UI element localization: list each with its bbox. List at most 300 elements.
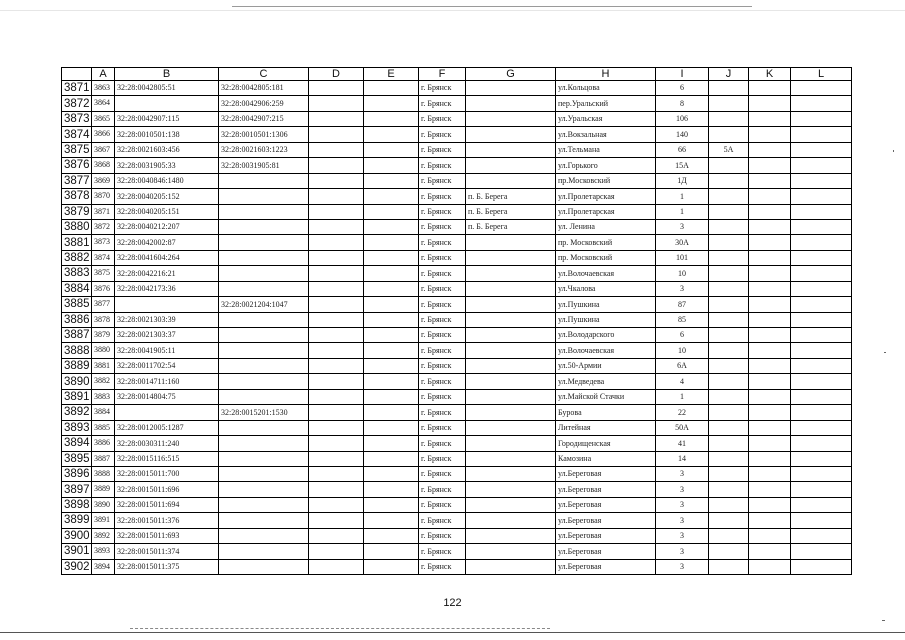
cell-c xyxy=(219,544,309,559)
cell-h: ул.Береговая xyxy=(556,544,656,559)
cell-j xyxy=(709,173,749,188)
cell-h: ул.Береговая xyxy=(556,528,656,543)
cell-l xyxy=(791,189,852,204)
column-header-g: G xyxy=(466,68,556,81)
cell-f: г. Брянск xyxy=(419,266,466,281)
cell-a: 3887 xyxy=(92,451,115,466)
cell-b: 32:28:0042216:21 xyxy=(115,266,219,281)
cell-e xyxy=(364,297,419,312)
row-number: 3888 xyxy=(62,343,92,358)
cell-d xyxy=(309,358,364,373)
cell-h: ул.Уральская xyxy=(556,111,656,126)
cell-l xyxy=(791,389,852,404)
cell-g xyxy=(466,420,556,435)
cell-a: 3891 xyxy=(92,513,115,528)
cell-e xyxy=(364,374,419,389)
cell-l xyxy=(791,374,852,389)
cell-c: 32:28:0010501:1306 xyxy=(219,127,309,142)
cell-d xyxy=(309,559,364,574)
cell-c xyxy=(219,374,309,389)
table-row xyxy=(62,420,852,435)
cell-h: ул.Кольцова xyxy=(556,81,656,96)
table-row xyxy=(62,235,852,250)
cell-b xyxy=(115,405,219,420)
cell-g xyxy=(466,127,556,142)
cell-i: 3 xyxy=(656,219,709,234)
cell-a: 3888 xyxy=(92,466,115,481)
cell-i: 6А xyxy=(656,358,709,373)
row-number: 3879 xyxy=(62,204,92,219)
cell-b: 32:28:0040205:151 xyxy=(115,204,219,219)
cell-c: 32:28:0042906:259 xyxy=(219,96,309,111)
cell-d xyxy=(309,451,364,466)
cell-l xyxy=(791,405,852,420)
cell-i: 15А xyxy=(656,158,709,173)
cell-b: 32:28:0010501:138 xyxy=(115,127,219,142)
cell-f: г. Брянск xyxy=(419,173,466,188)
cell-d xyxy=(309,127,364,142)
cell-k xyxy=(749,436,791,451)
cell-f: г. Брянск xyxy=(419,358,466,373)
cell-g xyxy=(466,281,556,296)
cell-e xyxy=(364,343,419,358)
cell-i: 3 xyxy=(656,281,709,296)
cell-e xyxy=(364,312,419,327)
cell-a: 3867 xyxy=(92,142,115,157)
cell-e xyxy=(364,358,419,373)
cell-h: Литейная xyxy=(556,420,656,435)
cell-e xyxy=(364,559,419,574)
cell-a: 3875 xyxy=(92,266,115,281)
table-row xyxy=(62,389,852,404)
cell-b: 32:28:0021603:456 xyxy=(115,142,219,157)
cell-l xyxy=(791,111,852,126)
cell-l xyxy=(791,281,852,296)
cell-b xyxy=(115,96,219,111)
cell-c xyxy=(219,173,309,188)
cell-i: 22 xyxy=(656,405,709,420)
table-row xyxy=(62,142,852,157)
table-row xyxy=(62,436,852,451)
top-scan-edge xyxy=(232,6,752,7)
row-number: 3892 xyxy=(62,405,92,420)
row-number: 3881 xyxy=(62,235,92,250)
cell-b: 32:28:0015011:376 xyxy=(115,513,219,528)
spreadsheet-table xyxy=(61,67,852,575)
cell-g xyxy=(466,389,556,404)
cell-c xyxy=(219,482,309,497)
cell-l xyxy=(791,142,852,157)
row-number: 3890 xyxy=(62,374,92,389)
cell-e xyxy=(364,420,419,435)
cell-i: 3 xyxy=(656,513,709,528)
cell-d xyxy=(309,389,364,404)
cell-d xyxy=(309,544,364,559)
bottom-scan-edge xyxy=(0,632,905,633)
cell-l xyxy=(791,451,852,466)
cell-c xyxy=(219,204,309,219)
cell-g xyxy=(466,111,556,126)
cell-a: 3865 xyxy=(92,111,115,126)
row-number: 3872 xyxy=(62,96,92,111)
cell-j xyxy=(709,497,749,512)
cell-j xyxy=(709,528,749,543)
table-row xyxy=(62,173,852,188)
page-number: 122 xyxy=(443,597,462,609)
cell-j: 5А xyxy=(709,142,749,157)
cell-j xyxy=(709,328,749,343)
cell-k xyxy=(749,219,791,234)
cell-e xyxy=(364,436,419,451)
table-body xyxy=(62,81,852,575)
cell-i: 10 xyxy=(656,343,709,358)
cell-l xyxy=(791,328,852,343)
cell-a: 3886 xyxy=(92,436,115,451)
cell-i: 10 xyxy=(656,266,709,281)
cell-b: 32:28:0041604:264 xyxy=(115,250,219,265)
cell-b: 32:28:0015011:374 xyxy=(115,544,219,559)
cell-g xyxy=(466,559,556,574)
cell-b: 32:28:0040205:152 xyxy=(115,189,219,204)
cell-j xyxy=(709,127,749,142)
cell-g xyxy=(466,96,556,111)
cell-h: ул.Пролетарская xyxy=(556,189,656,204)
table-row xyxy=(62,297,852,312)
cell-b: 32:28:0015011:693 xyxy=(115,528,219,543)
cell-c: 32:28:0021204:1047 xyxy=(219,297,309,312)
cell-h: ул.Пушкина xyxy=(556,312,656,327)
cell-e xyxy=(364,173,419,188)
cell-f: г. Брянск xyxy=(419,219,466,234)
cell-f: г. Брянск xyxy=(419,497,466,512)
cell-j xyxy=(709,158,749,173)
cell-d xyxy=(309,204,364,219)
cell-c: 32:28:0031905:81 xyxy=(219,158,309,173)
cell-b: 32:28:0042002:87 xyxy=(115,235,219,250)
row-number: 3901 xyxy=(62,544,92,559)
cell-j xyxy=(709,235,749,250)
top-scan-edge-faint xyxy=(0,10,905,11)
cell-j xyxy=(709,81,749,96)
cell-k xyxy=(749,158,791,173)
cell-d xyxy=(309,497,364,512)
cell-e xyxy=(364,544,419,559)
cell-e xyxy=(364,482,419,497)
cell-a: 3869 xyxy=(92,173,115,188)
cell-f: г. Брянск xyxy=(419,158,466,173)
table-row xyxy=(62,250,852,265)
cell-g xyxy=(466,235,556,250)
column-header-h: H xyxy=(556,68,656,81)
cell-c xyxy=(219,389,309,404)
cell-b: 32:28:0011702:54 xyxy=(115,358,219,373)
cell-d xyxy=(309,81,364,96)
cell-h: ул.Майской Стачки xyxy=(556,389,656,404)
cell-e xyxy=(364,250,419,265)
cell-k xyxy=(749,497,791,512)
cell-h: ул.Пушкина xyxy=(556,297,656,312)
cell-i: 3 xyxy=(656,497,709,512)
cell-e xyxy=(364,111,419,126)
cell-g xyxy=(466,544,556,559)
cell-d xyxy=(309,312,364,327)
cell-f: г. Брянск xyxy=(419,436,466,451)
cell-k xyxy=(749,451,791,466)
cell-f: г. Брянск xyxy=(419,343,466,358)
row-number: 3877 xyxy=(62,173,92,188)
cell-f: г. Брянск xyxy=(419,451,466,466)
cell-h: ул.Чкалова xyxy=(556,281,656,296)
cell-h: пер.Уральский xyxy=(556,96,656,111)
row-number: 3878 xyxy=(62,189,92,204)
cell-g xyxy=(466,343,556,358)
row-number: 3889 xyxy=(62,358,92,373)
cell-j xyxy=(709,389,749,404)
cell-b: 32:28:0031905:33 xyxy=(115,158,219,173)
cell-d xyxy=(309,513,364,528)
cell-g xyxy=(466,173,556,188)
row-number: 3884 xyxy=(62,281,92,296)
cell-i: 4 xyxy=(656,374,709,389)
cell-k xyxy=(749,374,791,389)
cell-d xyxy=(309,405,364,420)
cell-k xyxy=(749,173,791,188)
cell-g xyxy=(466,482,556,497)
cell-l xyxy=(791,528,852,543)
cell-j xyxy=(709,204,749,219)
scan-speck xyxy=(893,150,894,152)
cell-a: 3883 xyxy=(92,389,115,404)
cell-d xyxy=(309,466,364,481)
cell-b: 32:28:0012005:1287 xyxy=(115,420,219,435)
row-number: 3883 xyxy=(62,266,92,281)
table-row xyxy=(62,513,852,528)
cell-k xyxy=(749,204,791,219)
cell-b: 32:28:0015011:375 xyxy=(115,559,219,574)
column-header-l: L xyxy=(791,68,852,81)
cell-a: 3873 xyxy=(92,235,115,250)
cell-e xyxy=(364,204,419,219)
cell-h: ул.Горького xyxy=(556,158,656,173)
cell-h: ул.Береговая xyxy=(556,497,656,512)
cell-l xyxy=(791,235,852,250)
cell-d xyxy=(309,436,364,451)
cell-l xyxy=(791,466,852,481)
cell-e xyxy=(364,405,419,420)
table-row xyxy=(62,559,852,574)
cell-c xyxy=(219,420,309,435)
cell-i: 1 xyxy=(656,189,709,204)
cell-b: 32:28:0040212:207 xyxy=(115,219,219,234)
cell-g xyxy=(466,297,556,312)
cell-g xyxy=(466,466,556,481)
cell-k xyxy=(749,81,791,96)
cell-j xyxy=(709,219,749,234)
cell-j xyxy=(709,281,749,296)
cell-g: п. Б. Берега xyxy=(466,219,556,234)
cell-d xyxy=(309,173,364,188)
row-number: 3887 xyxy=(62,328,92,343)
cell-a: 3877 xyxy=(92,297,115,312)
cell-a: 3866 xyxy=(92,127,115,142)
cell-i: 14 xyxy=(656,451,709,466)
cell-f: г. Брянск xyxy=(419,513,466,528)
cell-i: 30А xyxy=(656,235,709,250)
cell-c: 32:28:0042805:181 xyxy=(219,81,309,96)
row-number: 3893 xyxy=(62,420,92,435)
cell-g xyxy=(466,528,556,543)
cell-h: ул. Ленина xyxy=(556,219,656,234)
cell-d xyxy=(309,235,364,250)
cell-c xyxy=(219,436,309,451)
column-header-row xyxy=(62,68,852,81)
cell-b: 32:28:0040846:1480 xyxy=(115,173,219,188)
cell-e xyxy=(364,451,419,466)
cell-k xyxy=(749,466,791,481)
cell-j xyxy=(709,544,749,559)
cell-a: 3882 xyxy=(92,374,115,389)
cell-j xyxy=(709,96,749,111)
cell-l xyxy=(791,219,852,234)
table-row xyxy=(62,81,852,96)
cell-c xyxy=(219,281,309,296)
cell-b xyxy=(115,297,219,312)
row-number: 3875 xyxy=(62,142,92,157)
column-header-d: D xyxy=(309,68,364,81)
cell-a: 3874 xyxy=(92,250,115,265)
table-row xyxy=(62,482,852,497)
cell-j xyxy=(709,312,749,327)
cell-h: ул.Вокзальная xyxy=(556,127,656,142)
cell-d xyxy=(309,250,364,265)
cell-b: 32:28:0014804:75 xyxy=(115,389,219,404)
cell-a: 3884 xyxy=(92,405,115,420)
cell-i: 3 xyxy=(656,544,709,559)
cell-k xyxy=(749,312,791,327)
cell-c xyxy=(219,466,309,481)
cell-h: ул.50-Армии xyxy=(556,358,656,373)
cell-f: г. Брянск xyxy=(419,189,466,204)
row-number: 3897 xyxy=(62,482,92,497)
column-header-f: F xyxy=(419,68,466,81)
cell-i: 3 xyxy=(656,466,709,481)
cell-k xyxy=(749,111,791,126)
cell-c xyxy=(219,528,309,543)
cell-d xyxy=(309,96,364,111)
cell-h: ул.Волочаевская xyxy=(556,343,656,358)
column-header-k: K xyxy=(749,68,791,81)
cell-l xyxy=(791,513,852,528)
cell-i: 50А xyxy=(656,420,709,435)
cell-g xyxy=(466,250,556,265)
cell-k xyxy=(749,250,791,265)
row-number: 3896 xyxy=(62,466,92,481)
cell-h: ул.Береговая xyxy=(556,513,656,528)
cell-c xyxy=(219,266,309,281)
cell-a: 3880 xyxy=(92,343,115,358)
cell-k xyxy=(749,281,791,296)
cell-d xyxy=(309,328,364,343)
cell-f: г. Брянск xyxy=(419,389,466,404)
cell-f: г. Брянск xyxy=(419,281,466,296)
cell-a: 3885 xyxy=(92,420,115,435)
cell-b: 32:28:0021303:37 xyxy=(115,328,219,343)
cell-l xyxy=(791,173,852,188)
table-row xyxy=(62,497,852,512)
cell-k xyxy=(749,405,791,420)
row-number: 3880 xyxy=(62,219,92,234)
cell-c xyxy=(219,235,309,250)
cell-e xyxy=(364,96,419,111)
cell-d xyxy=(309,266,364,281)
row-number: 3876 xyxy=(62,158,92,173)
cell-l xyxy=(791,420,852,435)
cell-g xyxy=(466,497,556,512)
cell-i: 6 xyxy=(656,81,709,96)
cell-i: 6 xyxy=(656,328,709,343)
cell-e xyxy=(364,189,419,204)
cell-f: г. Брянск xyxy=(419,111,466,126)
cell-f: г. Брянск xyxy=(419,250,466,265)
cell-d xyxy=(309,111,364,126)
cell-j xyxy=(709,405,749,420)
cell-k xyxy=(749,297,791,312)
cell-f: г. Брянск xyxy=(419,204,466,219)
cell-d xyxy=(309,219,364,234)
table-row xyxy=(62,405,852,420)
cell-f: г. Брянск xyxy=(419,374,466,389)
cell-g xyxy=(466,358,556,373)
row-number: 3894 xyxy=(62,436,92,451)
cell-l xyxy=(791,127,852,142)
cell-d xyxy=(309,343,364,358)
table-row xyxy=(62,358,852,373)
table-row xyxy=(62,374,852,389)
table-row xyxy=(62,158,852,173)
column-header-e: E xyxy=(364,68,419,81)
cell-i: 101 xyxy=(656,250,709,265)
cell-h: Бурова xyxy=(556,405,656,420)
cell-b: 32:28:0021303:39 xyxy=(115,312,219,327)
cell-e xyxy=(364,266,419,281)
cell-l xyxy=(791,158,852,173)
table-row xyxy=(62,111,852,126)
cell-a: 3871 xyxy=(92,204,115,219)
cell-b: 32:28:0042805:51 xyxy=(115,81,219,96)
cell-j xyxy=(709,513,749,528)
table-row xyxy=(62,328,852,343)
cell-j xyxy=(709,559,749,574)
cell-f: г. Брянск xyxy=(419,466,466,481)
cell-k xyxy=(749,358,791,373)
cell-c xyxy=(219,328,309,343)
cell-e xyxy=(364,281,419,296)
cell-k xyxy=(749,544,791,559)
cell-i: 1 xyxy=(656,389,709,404)
cell-j xyxy=(709,111,749,126)
cell-g xyxy=(466,312,556,327)
cell-d xyxy=(309,189,364,204)
table-row xyxy=(62,451,852,466)
cell-c xyxy=(219,513,309,528)
cell-j xyxy=(709,358,749,373)
cell-e xyxy=(364,219,419,234)
table-row xyxy=(62,266,852,281)
cell-k xyxy=(749,266,791,281)
cell-g xyxy=(466,142,556,157)
cell-k xyxy=(749,343,791,358)
scan-speck xyxy=(882,620,885,621)
